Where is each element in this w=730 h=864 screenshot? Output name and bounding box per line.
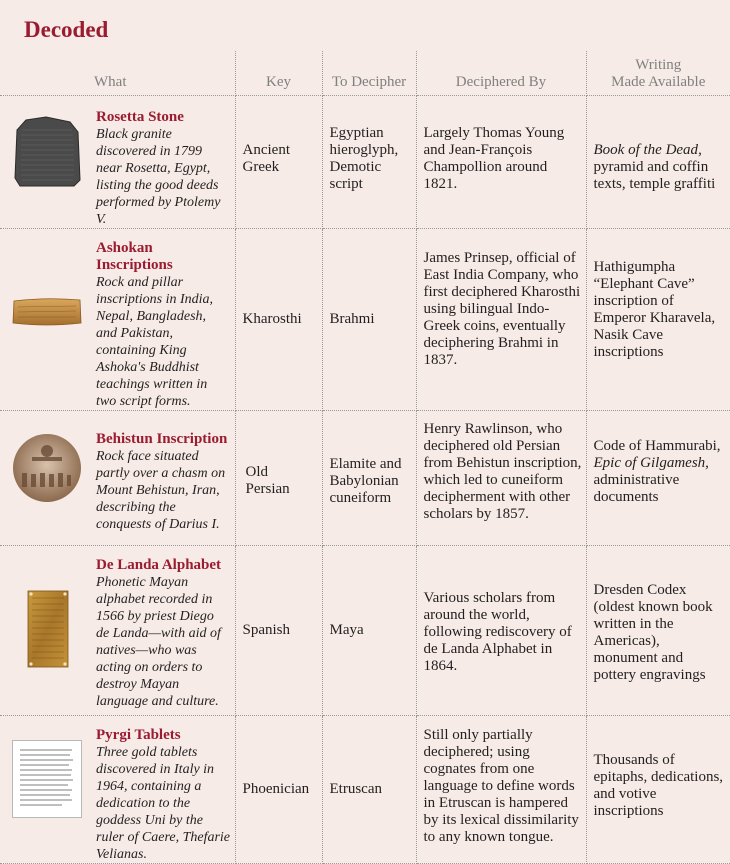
key-cell: Phoenician — [235, 716, 322, 864]
behistun-relief-image — [12, 433, 82, 503]
made-available-text: , pyramid and coffin texts, temple graffiti — [593, 142, 716, 192]
column-header-writing-made-available — [586, 51, 730, 96]
column-header-what: What — [0, 51, 235, 96]
item-name: Pyrgi Tablets — [96, 727, 181, 743]
item-description: Rock face situated partly over a chasm on Mount Behistun, Iran, describing the conquests of Darius I. — [96, 449, 226, 532]
item-description: Rock and pillar inscriptions in India, Nepal, Bangladesh, and Pakistan, containing King Ashoka's Buddhist teachings written in two script forms. — [96, 275, 214, 409]
key-cell — [235, 411, 322, 546]
key-cell — [235, 96, 322, 229]
to-decipher-cell: Maya — [322, 546, 416, 716]
item-name: Rosetta Stone — [96, 109, 184, 125]
key-text-line1: Ancient — [242, 142, 290, 158]
column-header-deciphered-by: Deciphered By — [416, 51, 586, 96]
deciphered-by-cell: Henry Rawlinson, who deciphered old Persian from Behistun inscription, which led to cuneiform decipherment with other scholars by 1857. — [416, 411, 586, 546]
to-decipher-cell: Etruscan — [322, 716, 416, 864]
book-title: Book of the Dead — [593, 142, 699, 158]
what-cell — [0, 229, 235, 411]
made-available-text: Code of Hammurabi, — [593, 438, 721, 454]
deciphered-by-cell: Largely Thomas Young and Jean-François Champollion around 1821. — [416, 96, 586, 229]
key-cell: Kharosthi — [235, 229, 322, 411]
key-text-line2: Greek — [242, 159, 280, 175]
table-row — [0, 716, 730, 864]
table-row — [0, 229, 730, 411]
made-available-text: , administrative documents — [593, 455, 709, 505]
column-header-writing-line1: Writing — [635, 57, 682, 73]
writing-made-available-cell: Dresden Codex (oldest known book written in the Americas), monument and pottery engravings — [586, 546, 730, 716]
writing-made-available-cell — [586, 411, 730, 546]
writing-made-available-cell — [586, 96, 730, 229]
to-decipher-cell: Elamite and Babylonian cuneiform — [322, 411, 416, 546]
pyrgi-tablet-image — [12, 740, 82, 818]
column-header-writing-line2: Made Available — [611, 74, 706, 90]
item-description: Three gold tablets discovered in Italy in 1964, containing a dedication to the goddess Uni by the ruler of Caere, Thefarie Velianas. — [96, 745, 231, 862]
deciphered-by-cell: Still only partially deciphered; using cognates from one language to define words in Etruscan is hampered by its lexical dissimilarity to any known tongue. — [416, 716, 586, 864]
page-title: Decoded — [24, 17, 109, 42]
key-text-line1: Old — [245, 464, 268, 480]
item-description: Black granite discovered in 1799 near Rosetta, Egypt, listing the good deeds performed by Ptolemy V. — [96, 127, 221, 227]
column-header-to-decipher: To Decipher — [322, 51, 416, 96]
deciphered-by-cell: James Prinsep, official of East India Company, who first deciphered Kharosthi using bilingual Indo-Greek coins, eventually deciphering Brahmi in 1837. — [416, 229, 586, 411]
what-cell — [0, 411, 235, 546]
column-header-key: Key — [235, 51, 322, 96]
writing-made-available-cell: Hathigumpha “Elephant Cave” inscription of Emperor Kharavela, Nasik Cave inscriptions — [586, 229, 730, 411]
de-landa-manuscript-image — [27, 590, 69, 668]
book-title: Epic of Gilgamesh — [593, 455, 706, 471]
what-cell — [0, 546, 235, 716]
item-name: De Landa Alphabet — [96, 557, 222, 573]
deciphered-by-cell: Various scholars from around the world, following rediscovery of de Landa Alphabet in 1864. — [416, 546, 586, 716]
what-cell — [0, 716, 235, 864]
decipherment-table — [0, 51, 730, 864]
table-row — [0, 546, 730, 716]
table-row — [0, 411, 730, 546]
key-text-line2: Persian — [245, 481, 290, 497]
to-decipher-cell: Brahmi — [322, 229, 416, 411]
what-cell — [0, 96, 235, 229]
rosetta-stone-image — [12, 116, 83, 188]
table-header-row — [0, 51, 730, 96]
key-cell: Spanish — [235, 546, 322, 716]
item-description: Phonetic Mayan alphabet recorded in 1566 by priest Diego de Landa—with aid of natives—who was acting on orders to destroy Mayan language and culture. — [96, 575, 221, 709]
writing-made-available-cell: Thousands of epitaphs, dedications, and votive inscriptions — [586, 716, 730, 864]
to-decipher-cell: Egyptian hieroglyph, Demotic script — [322, 96, 416, 229]
ashokan-inscription-image — [12, 296, 82, 327]
item-name: Ashokan Inscriptions — [96, 240, 173, 273]
table-row — [0, 96, 730, 229]
item-name: Behistun Inscription — [96, 431, 228, 447]
